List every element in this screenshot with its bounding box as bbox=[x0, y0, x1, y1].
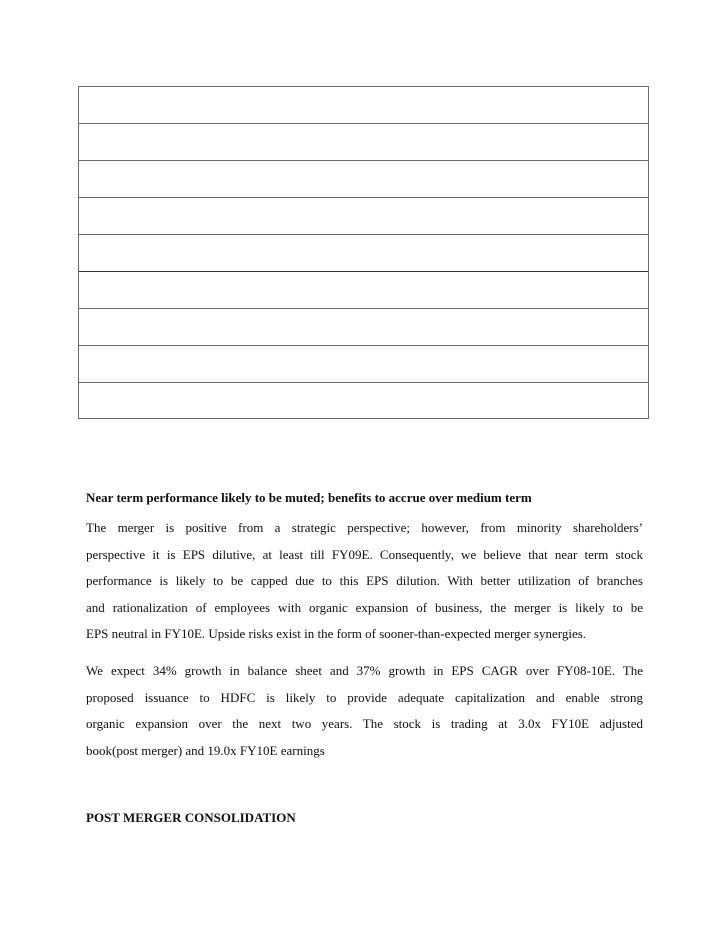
paragraph-line: performance is likely to be capped due to this EPS dilution. With better utilization of branches bbox=[86, 573, 643, 588]
table-row-divider bbox=[79, 197, 648, 198]
paragraph-line: The merger is positive from a strategic perspective; however, from minority shareholders’ bbox=[86, 520, 643, 535]
paragraph-line: proposed issuance to HDFC is likely to provide adequate capitalization and enable strong bbox=[86, 689, 643, 705]
paragraph-line: EPS neutral in FY10E. Upside risks exist in the form of sooner-than-expected merger synergies. bbox=[86, 626, 587, 641]
table-row-divider bbox=[79, 271, 648, 272]
paragraph-growth-expectation bbox=[86, 658, 643, 764]
table-row-divider bbox=[79, 382, 648, 383]
table-row-divider bbox=[79, 160, 648, 161]
paragraph-line: organic expansion over the next two years. The stock is trading at 3.0x FY10E adjusted bbox=[86, 716, 643, 731]
table-row-divider bbox=[79, 345, 648, 346]
paragraph-merger-perspective bbox=[86, 515, 643, 648]
table-row-divider bbox=[79, 234, 648, 235]
table-row-divider bbox=[79, 123, 648, 124]
paragraph-line: and rationalization of employees with organic expansion of business, the merger is likely to be bbox=[86, 599, 643, 615]
section-heading: Near term performance likely to be muted; benefits to accrue over medium term bbox=[86, 490, 532, 505]
paragraph-line: book(post merger) and 19.0x FY10E earnings bbox=[86, 742, 325, 758]
post-merger-heading: POST MERGER CONSOLIDATION bbox=[86, 810, 296, 825]
table-row-divider bbox=[79, 308, 648, 309]
empty-table bbox=[78, 86, 649, 419]
paragraph-line: perspective it is EPS dilutive, at least till FY09E. Consequently, we believe that near term stock bbox=[86, 546, 643, 562]
paragraph-line: We expect 34% growth in balance sheet and 37% growth in EPS CAGR over FY08-10E. The bbox=[86, 663, 643, 678]
